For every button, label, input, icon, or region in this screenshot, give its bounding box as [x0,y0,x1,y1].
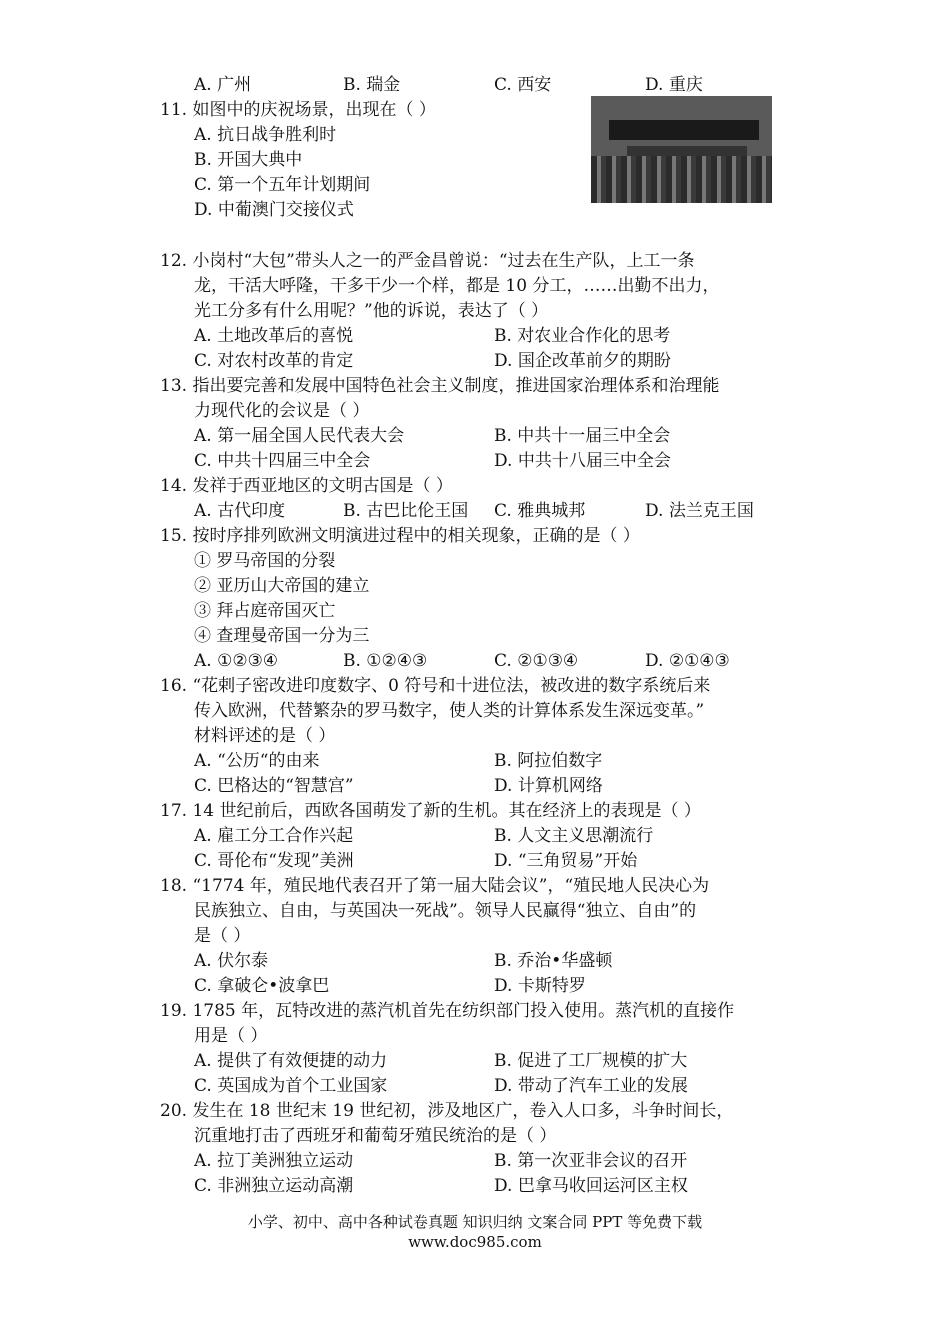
q15-item-4: ④ 查理曼帝国一分为三 [194,626,370,646]
q13-option-a: A. 第一届全国人民代表大会 [194,426,405,446]
q18-line-2: 民族独立、自由，与英国决一死战”。领导人民赢得“独立、自由”的 [194,901,697,921]
q17-option-c: C. 哥伦布“发现”美洲 [194,851,354,871]
q13-option-c: C. 中共十四届三中全会 [194,451,371,471]
q13-line-1: 13. 指出要完善和发展中国特色社会主义制度，推进国家治理体系和治理能 [160,376,720,396]
q11-option-c: C. 第一个五年计划期间 [194,175,371,195]
q18-option-c: C. 拿破仑•波拿巴 [194,976,330,996]
q10-option-d: D. 重庆 [645,75,703,95]
q12-option-b: B. 对农业合作化的思考 [494,326,671,346]
q17-option-a: A. 雇工分工合作兴起 [194,826,354,846]
q15-stem: 15. 按时序排列欧洲文明演进过程中的相关现象，正确的是（ ） [160,526,640,546]
q19-option-b: B. 促进了工厂规模的扩大 [494,1051,688,1071]
q20-option-b: B. 第一次亚非会议的召开 [494,1151,688,1171]
q19-option-c: C. 英国成为首个工业国家 [194,1076,388,1096]
q19-option-d: D. 带动了汽车工业的发展 [494,1076,688,1096]
q11-option-b: B. 开国大典中 [194,150,303,170]
q12-option-d: D. 国企改革前夕的期盼 [494,351,671,371]
q19-line-2: 用是（ ） [194,1026,268,1046]
q16-line-1: 16. “花剌子密改进印度数字、0 符号和十进位法，被改进的数字系统后来 [160,676,711,696]
q11-stem: 11. 如图中的庆祝场景，出现在（ ） [160,100,436,120]
footer-tagline: 小学、初中、高中各种试卷真题 知识归纳 文案合同 PPT 等免费下载 [247,1213,703,1231]
q12-option-a: A. 土地改革后的喜悦 [194,326,354,346]
q14-option-d: D. 法兰克王国 [645,501,754,521]
q18-line-1: 18. “1774 年，殖民地代表召开了第一届大陆会议”，“殖民地人民决心为 [160,876,710,896]
q16-line-2: 传入欧洲，代替繁杂的罗马数字，使人类的计算体系发生深远变革。” [194,701,705,721]
q12-line-2: 龙，干活大呼隆，干多干少一个样，都是 10 分工，……出勤不出力， [194,276,720,296]
q14-option-a: A. 古代印度 [194,501,286,521]
q20-option-d: D. 巴拿马收回运河区主权 [494,1176,688,1196]
q10-option-c: C. 西安 [494,75,552,95]
q14-stem: 14. 发祥于西亚地区的文明古国是（ ） [160,476,453,496]
q11-option-d: D. 中葡澳门交接仪式 [194,200,354,220]
q16-option-d: D. 计算机网络 [494,776,603,796]
q11-option-a: A. 抗日战争胜利时 [194,125,337,145]
q15-item-1: ① 罗马帝国的分裂 [194,551,336,571]
photo-banner [609,120,759,140]
q18-option-b: B. 乔治•华盛顿 [494,951,613,971]
q13-option-b: B. 中共十一届三中全会 [494,426,671,446]
q15-item-2: ② 亚历山大帝国的建立 [194,576,370,596]
q19-line-1: 19. 1785 年，瓦特改进的蒸汽机首先在纺织部门投入使用。蒸汽机的直接作 [160,1001,735,1021]
q20-option-c: C. 非洲独立运动高潮 [194,1176,354,1196]
q13-line-2: 力现代化的会议是（ ） [194,401,370,421]
q16-option-b: B. 阿拉伯数字 [494,751,603,771]
q19-option-a: A. 提供了有效便捷的动力 [194,1051,388,1071]
q17-stem: 17. 14 世纪前后，西欧各国萌发了新的生机。其在经济上的表现是（ ） [160,801,701,821]
q10-option-b: B. 瑞金 [343,75,401,95]
q18-line-3: 是（ ） [194,926,251,946]
q20-line-2: 沉重地打击了西班牙和葡萄牙殖民统治的是（ ） [194,1126,557,1146]
q15-option-c: C. ②①③④ [494,651,579,671]
q13-option-d: D. 中共十八届三中全会 [494,451,671,471]
q16-line-3: 材料评述的是（ ） [194,726,336,746]
q10-option-a: A. 广州 [194,75,252,95]
q12-line-3: 光工分多有什么用呢？”他的诉说，表达了（ ） [194,301,549,321]
q15-option-a: A. ①②③④ [194,651,279,671]
q17-option-d: D. “三角贸易”开始 [494,851,638,871]
q20-line-1: 20. 发生在 18 世纪末 19 世纪初，涉及地区广，卷入人口多，斗争时间长， [160,1101,734,1121]
q15-option-d: D. ②①④③ [645,651,730,671]
q12-option-c: C. 对农村改革的肯定 [194,351,354,371]
q17-option-b: B. 人文主义思潮流行 [494,826,654,846]
q14-option-c: C. 雅典城邦 [494,501,586,521]
q18-option-a: A. 伏尔泰 [194,951,269,971]
celebration-photo [591,96,772,203]
q18-option-d: D. 卡斯特罗 [494,976,586,996]
q20-option-a: A. 拉丁美洲独立运动 [194,1151,354,1171]
q16-option-c: C. 巴格达的“智慧宫” [194,776,354,796]
q16-option-a: A. “公历“的由来 [194,751,320,771]
q15-item-3: ③ 拜占庭帝国灭亡 [194,601,336,621]
q14-option-b: B. 古巴比伦王国 [343,501,469,521]
footer-url[interactable]: www.doc985.com [408,1233,542,1251]
q15-option-b: B. ①②④③ [343,651,428,671]
photo-crowd [591,156,772,203]
q12-line-1: 12. 小岗村“大包”带头人之一的严金昌曾说：“过去在生产队，上工一条 [160,251,695,271]
